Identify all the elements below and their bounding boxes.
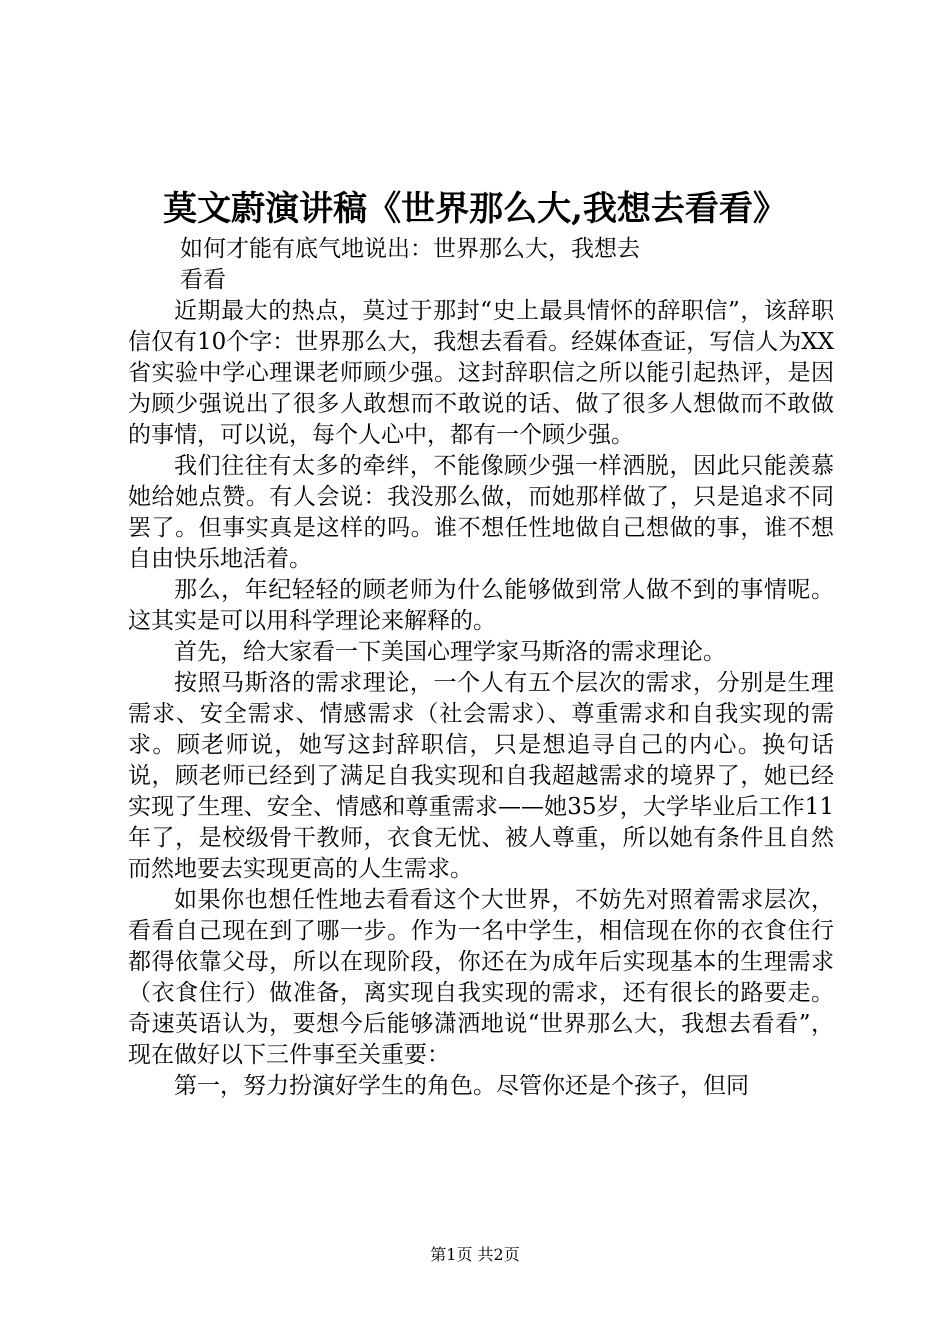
paragraph: 首先，给大家看一下美国心理学家马斯洛的需求理论。 bbox=[174, 639, 726, 665]
paragraph: 近期最大的热点，莫过于那封“史上最具情怀的辞职信”，该辞职信仅有10个字：世界那么大，我想去看看。经媒体查证，写信人为XX省实验中学心理课老师顾少强。这封辞职信之所以能引起热评，是因为顾少强说出了很多人敢想而不敢说的话、做了很多人想做而不敢做的事情，可以说，每个人心中，都有一个顾少强。 bbox=[128, 298, 835, 448]
paragraph: 那么，年纪轻轻的顾老师为什么能够做到常人做不到的事情呢。这其实是可以用科学理论来解释的。 bbox=[128, 577, 834, 634]
page-number: 第1页 共2页 bbox=[430, 1245, 520, 1264]
paragraph: 如果你也想任性地去看看这个大世界，不妨先对照着需求层次，看看自己现在到了哪一步。作为一名中学生，相信现在你的衣食住行都得依靠父母，所以在现阶段，你还在为成年后实现基本的生理需求（衣食住行）做准备，离实现自我实现的需求，还有很长的路要走。奇速英语认为，要想今后能够潇洒地说“世界那么大，我想去看看”，现在做好以下三件事至关重要： bbox=[128, 887, 834, 1068]
document-subtitle: 如何才能有底气地说出：世界那么大，我想去看看 bbox=[180, 236, 640, 293]
paragraph: 第一，努力扮演好学生的角色。尽管你还是个孩子，但同 bbox=[174, 1073, 749, 1099]
document-title: 莫文蔚演讲稿《世界那么大,我想去看看》 bbox=[163, 189, 787, 229]
paragraph: 我们往往有太多的牵绊，不能像顾少强一样洒脱，因此只能羡慕她给她点赞。有人会说：我没那么做，而她那样做了，只是追求不同罢了。但事实真是这样的吗。谁不想任性地做自己想做的事，谁不想自由快乐地活着。 bbox=[128, 453, 834, 572]
document-body bbox=[128, 234, 834, 1102]
paragraph: 按照马斯洛的需求理论，一个人有五个层次的需求，分别是生理需求、安全需求、情感需求（社会需求）、尊重需求和自我实现的需求。顾老师说，她写这封辞职信，只是想追寻自己的内心。换句话说，顾老师已经到了满足自我实现和自我超越需求的境界了，她已经实现了生理、安全、情感和尊重需求——她35岁，大学毕业后工作11年了，是校级骨干教师，衣食无忧、被人尊重，所以她有条件且自然而然地要去实现更高的人生需求。 bbox=[128, 670, 834, 882]
